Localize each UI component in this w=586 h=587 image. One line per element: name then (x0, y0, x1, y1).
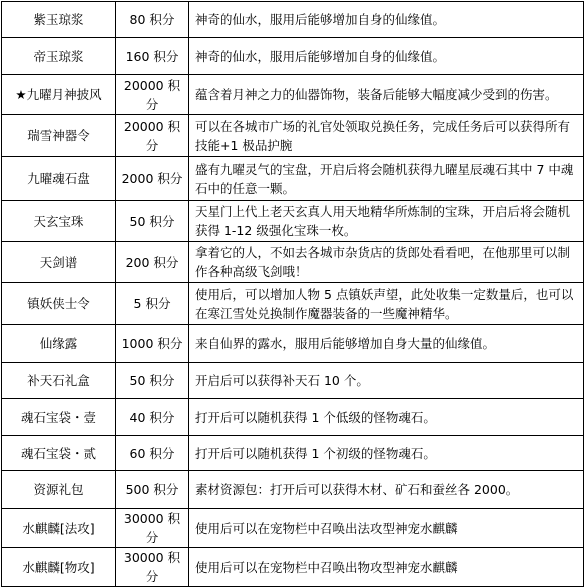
table-row (2, 115, 584, 157)
item-cost: 40 积分 (116, 399, 189, 436)
item-name: 水麒麟[法攻] (2, 509, 116, 548)
item-description: 使用后，可以增加人物 5 点镇妖声望，此处收集一定数量后，也可以在寒江雪处兑换制作魔器装备的一些魔神精华。 (189, 283, 584, 325)
item-name: 镇妖侠士令 (2, 283, 116, 325)
item-description: 神奇的仙水，服用后能够增加自身的仙缘值。 (189, 2, 584, 38)
item-table-body (2, 2, 584, 587)
item-cost: 80 积分 (116, 2, 189, 38)
item-description: 拿着它的人，不如去各城市杂货店的货郎处看看吧，在他那里可以制作各种高级飞剑哦！ (189, 242, 584, 283)
table-row (2, 436, 584, 471)
table-row (2, 283, 584, 325)
item-cost: 160 积分 (116, 38, 189, 75)
item-description: 素材资源包：打开后可以获得木材、矿石和蚕丝各 2000。 (189, 471, 584, 509)
item-description: 蕴含着月神之力的仙器饰物，装备后能够大幅度减少受到的伤害。 (189, 75, 584, 115)
item-name: 水麒麟[物攻] (2, 548, 116, 587)
table-row (2, 325, 584, 363)
table-row (2, 157, 584, 201)
item-name: 魂石宝袋・壹 (2, 399, 116, 436)
item-exchange-table (1, 1, 584, 587)
table-row (2, 201, 584, 242)
item-name: 天剑谱 (2, 242, 116, 283)
table-row (2, 471, 584, 509)
item-description: 打开后可以随机获得 1 个低级的怪物魂石。 (189, 399, 584, 436)
item-description: 开启后可以获得补天石 10 个。 (189, 363, 584, 399)
item-name: 魂石宝袋・贰 (2, 436, 116, 471)
table-row (2, 2, 584, 38)
item-description: 打开后可以随机获得 1 个初级的怪物魂石。 (189, 436, 584, 471)
table-row (2, 548, 584, 587)
item-cost: 200 积分 (116, 242, 189, 283)
item-cost: 5 积分 (116, 283, 189, 325)
item-description: 盛有九曜灵气的宝盘，开启后将会随机获得九曜星辰魂石其中 7 中魂石中的任意一颗。 (189, 157, 584, 201)
item-cost: 2000 积分 (116, 157, 189, 201)
item-name: 天玄宝珠 (2, 201, 116, 242)
item-cost: 60 积分 (116, 436, 189, 471)
item-cost: 50 积分 (116, 201, 189, 242)
table-row (2, 509, 584, 548)
item-name: 紫玉琼浆 (2, 2, 116, 38)
item-name: 资源礼包 (2, 471, 116, 509)
table-row (2, 399, 584, 436)
table-row (2, 363, 584, 399)
item-name: 帝玉琼浆 (2, 38, 116, 75)
table-row (2, 38, 584, 75)
item-description: 神奇的仙水，服用后能够增加自身的仙缘值。 (189, 38, 584, 75)
item-description: 来自仙界的露水，服用后能够增加自身大量的仙缘值。 (189, 325, 584, 363)
item-cost: 20000 积分 (116, 75, 189, 115)
item-cost: 50 积分 (116, 363, 189, 399)
item-name: 仙缘露 (2, 325, 116, 363)
item-description: 使用后可以在宠物栏中召唤出法攻型神宠水麒麟 (189, 509, 584, 548)
item-name: ★九曜月神披风 (2, 75, 116, 115)
item-description: 可以在各城市广场的礼官处领取兑换任务，完成任务后可以获得所有技能+1 极品护腕 (189, 115, 584, 157)
item-description: 使用后可以在宠物栏中召唤出物攻型神宠水麒麟 (189, 548, 584, 587)
table-row (2, 242, 584, 283)
table-row (2, 75, 584, 115)
item-cost: 20000 积分 (116, 115, 189, 157)
item-name: 瑞雪神器令 (2, 115, 116, 157)
item-name: 补天石礼盒 (2, 363, 116, 399)
item-cost: 30000 积分 (116, 548, 189, 587)
item-cost: 1000 积分 (116, 325, 189, 363)
item-cost: 500 积分 (116, 471, 189, 509)
item-description: 天星门上代上老天玄真人用天地精华所炼制的宝珠，开启后将会随机获得 1-12 级强化宝珠一枚。 (189, 201, 584, 242)
item-name: 九曜魂石盘 (2, 157, 116, 201)
item-cost: 30000 积分 (116, 509, 189, 548)
